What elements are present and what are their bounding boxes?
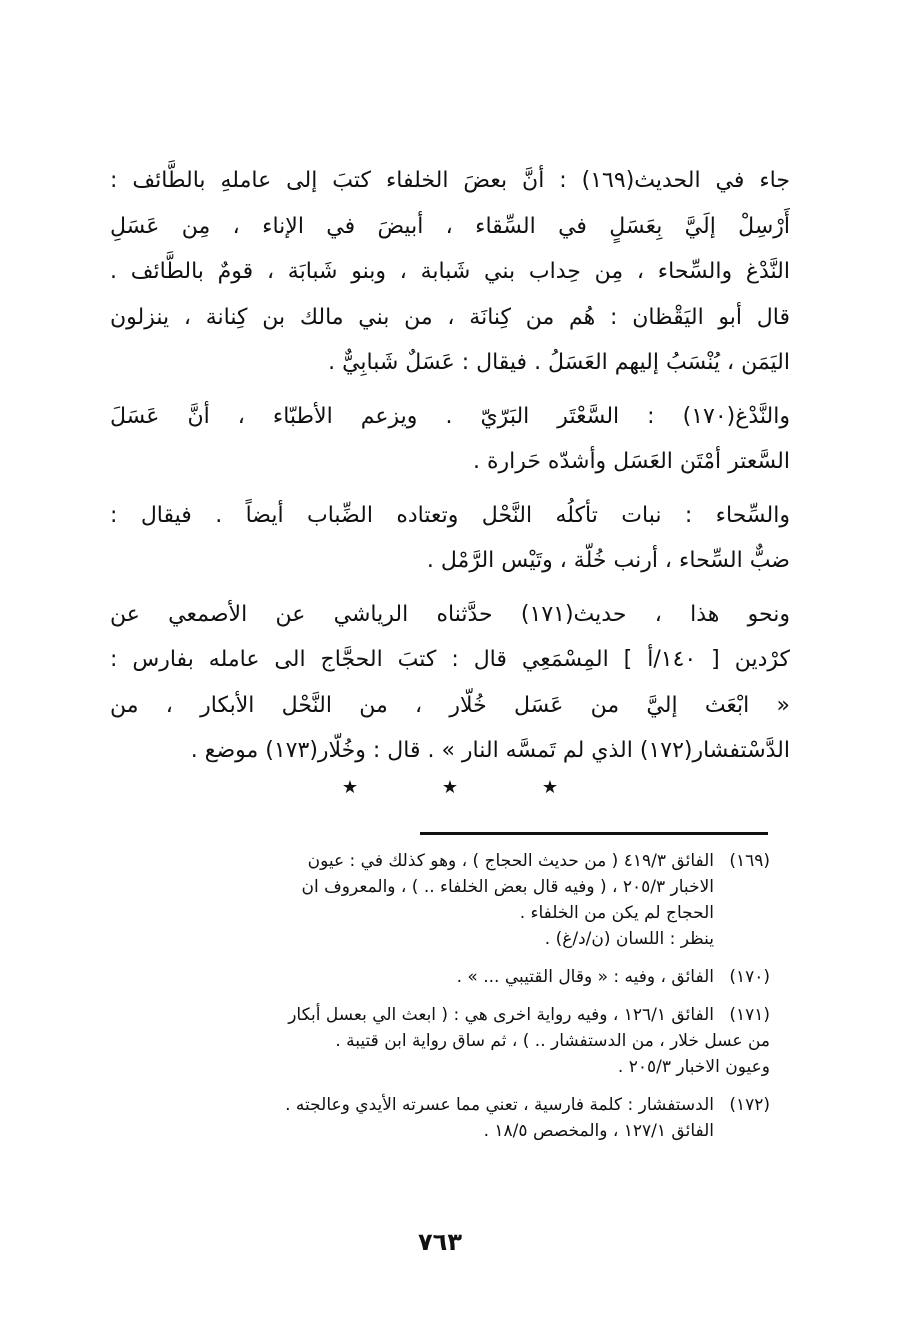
footnote-text: الفائق ٤١٩/٣ ( من حديث الحجاج ) ، وهو كذلك في : عيون	[307, 851, 714, 871]
paragraph-4	[110, 592, 790, 774]
footnote-text: الدستفشار : كلمة فارسية ، تعني مما عسرته الأيدي وعالجته .	[285, 1095, 714, 1115]
footnote-rule	[420, 832, 768, 835]
star-ornament: ★	[441, 776, 459, 798]
text-line: ونحو هذا ، حديث(١٧١) حدَّثناه الرياشي عن الأصمعي عن	[110, 601, 790, 627]
star-ornament: ★	[541, 776, 559, 798]
footnote-171	[110, 1002, 770, 1080]
footnote-number: (١٧١)	[729, 1005, 770, 1025]
text-line: « ابْعَث إليَّ من عَسَل خُلّار ، من النَّحْل الأبكار ، من	[110, 692, 790, 718]
footnote-text: وعيون الاخبار ٢٠٥/٣ .	[617, 1057, 770, 1077]
paragraph-2	[110, 394, 790, 485]
footnote-text: الفائق ١٢٦/١ ، وفيه رواية اخرى هي : ( ابعث الي بعسل أبكار	[288, 1005, 714, 1025]
footnote-text: الفائق ١٢٧/١ ، والمخصص ١٨/٥ .	[483, 1121, 714, 1141]
text-line: والسِّحاء : نبات تأكلُه النَّحْل وتعتاده الضِّباب أيضاً . فيقال :	[110, 502, 790, 528]
text-line: ضبٌّ السِّحاء ، أرنب خُلّة ، وتَيْس الرَّمْل .	[426, 548, 790, 573]
footnote-169	[110, 848, 770, 952]
text-line: قال أبو اليَقْظان : هُم من كِنانَة ، من بني مالك بن كِنانة ، ينزلون	[110, 304, 790, 330]
footnote-number: (١٦٩)	[729, 851, 770, 871]
footnote-number: (١٧٠)	[729, 967, 770, 987]
paragraph-gap	[110, 386, 790, 394]
footnote-text: الاخبار ٢٠٥/٣ ، ( وفيه قال بعض الخلفاء .. ) ، والمعروف ان	[301, 877, 714, 897]
text-line: والنَّدْغ(١٧٠) : السَّعْتَر البَرّيّ . ويزعم الأطبّاء ، أنَّ عَسَلَ	[110, 403, 790, 429]
text-line: اليَمَن ، يُنْسَبُ إليهم العَسَلُ . فيقال : عَسَلٌ شَبابِيٌّ .	[328, 350, 790, 375]
text-line: كرْدين [ ١٤٠/أ ] المِسْمَعِي قال : كتبَ الحجَّاج الى عامله بفارس :	[110, 647, 790, 672]
page-number: ٧٦٣	[418, 1228, 462, 1256]
section-separator	[300, 772, 600, 802]
paragraph-1	[110, 158, 790, 386]
star-ornament: ★	[341, 776, 359, 798]
footnote-number: (١٧٢)	[729, 1095, 770, 1115]
text-line: النَّدْغ والسِّحاء ، مِن حِداب بني شَبابة ، وبنو شَبابَة ، قومٌ بالطَّائف .	[110, 259, 790, 284]
text-line: أَرْسِلْ إلَيَّ بِعَسَلٍ في السِّقاء ، أبيضَ في الإناء ، مِن عَسَلِ	[110, 213, 790, 239]
footnotes	[110, 848, 770, 1156]
main-text	[110, 158, 790, 774]
footnote-text: الحجاج لم يكن من الخلفاء .	[519, 903, 714, 923]
text-line: الدَّسْتفشار(١٧٢) الذي لم تَمسَّه النار » . قال : وخُلّار(١٧٣) موضع .	[190, 738, 790, 763]
paragraph-gap	[110, 584, 790, 592]
footnote-text: ينظر : اللسان (ن/د/غ) .	[544, 929, 714, 949]
text-line: السَّعتر أمْتَن العَسَل وأشدّه حَرارة .	[472, 449, 790, 474]
footnote-text: الفائق ، وفيه : « وقال القتيبي ... » .	[456, 967, 714, 987]
footnote-text: من عسل خلار ، من الدستفشار .. ) ، ثم ساق رواية ابن قتيبة .	[335, 1031, 770, 1051]
footnote-172	[110, 1092, 770, 1144]
paragraph-3	[110, 493, 790, 584]
text-line: جاء في الحديث(١٦٩) : أنَّ بعضَ الخلفاء كتبَ إلى عاملهِ بالطَّائف :	[110, 168, 790, 193]
footnote-170	[110, 964, 770, 990]
paragraph-gap	[110, 485, 790, 493]
